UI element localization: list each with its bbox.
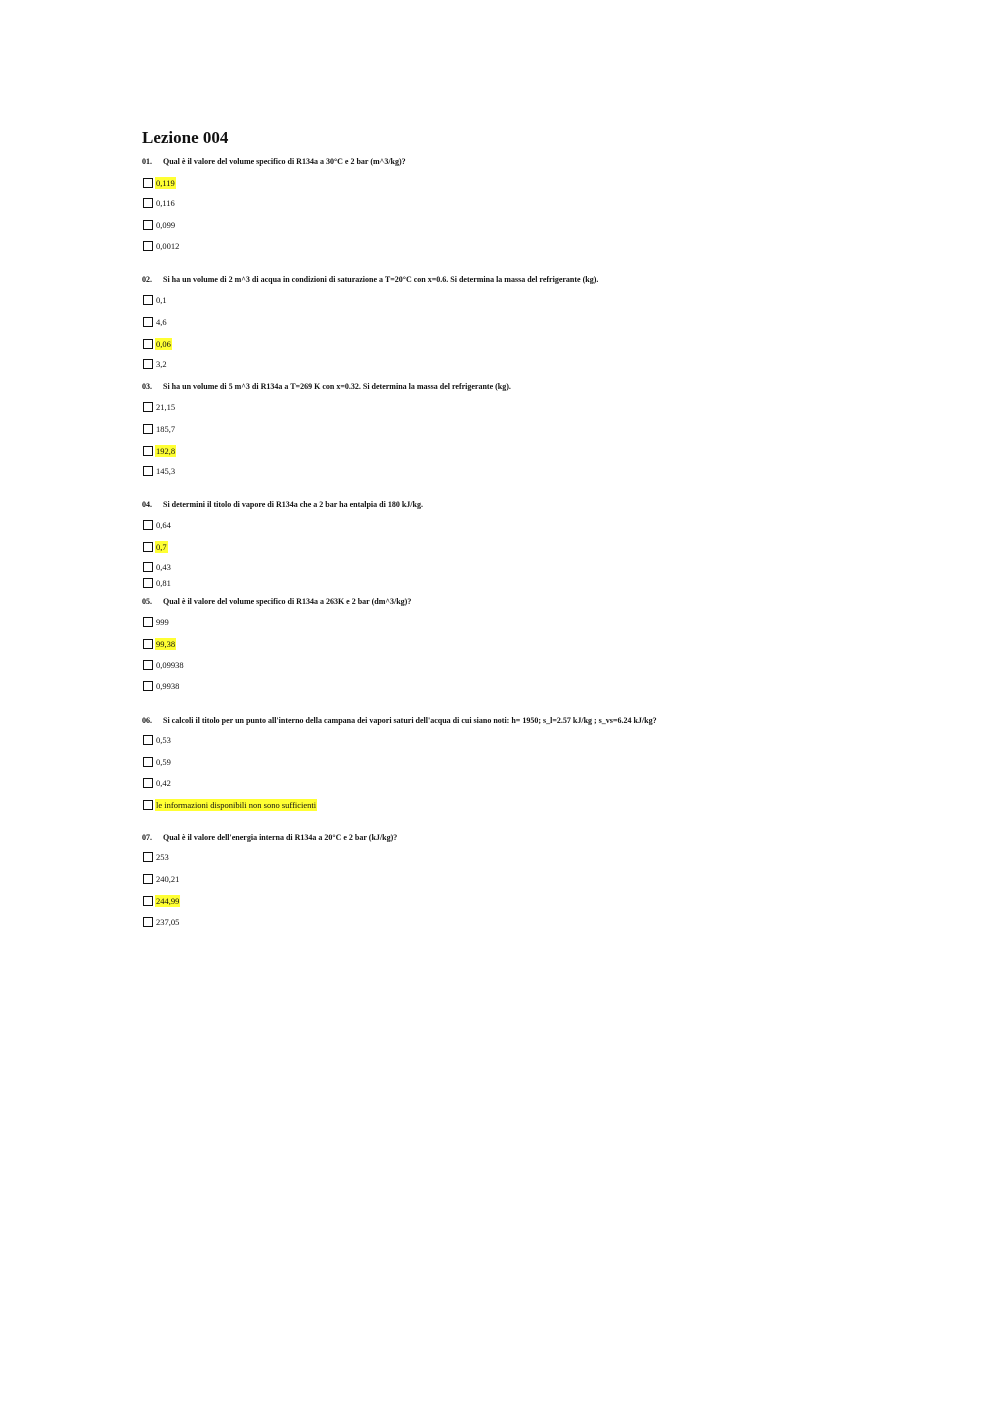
answer-text: 999 <box>156 617 169 627</box>
answer-option[interactable] <box>143 197 176 209</box>
answer-text: 0,53 <box>156 735 171 745</box>
answer-option[interactable] <box>143 316 168 328</box>
answer-option[interactable] <box>143 240 180 252</box>
answer-checkbox[interactable] <box>143 852 153 862</box>
highlighted-answer-text: 244,99 <box>156 896 180 906</box>
question-number: 07. <box>142 833 152 842</box>
answer-checkbox[interactable] <box>143 578 153 588</box>
answer-option[interactable] <box>143 219 176 231</box>
answer-option[interactable] <box>143 445 176 457</box>
answer-text: 21,15 <box>156 402 176 412</box>
answer-text: 3,2 <box>156 359 167 369</box>
answer-text: 0,09938 <box>156 660 184 670</box>
answer-option[interactable] <box>143 465 176 477</box>
answer-checkbox[interactable] <box>143 617 153 627</box>
answer-option[interactable] <box>143 659 185 671</box>
answer-option[interactable] <box>143 916 180 928</box>
answer-option[interactable] <box>143 777 172 789</box>
answer-option[interactable] <box>143 799 317 811</box>
question-number: 01. <box>142 157 152 166</box>
answer-checkbox[interactable] <box>143 424 153 434</box>
question-4 <box>142 500 423 510</box>
answer-text: 0,64 <box>156 520 171 530</box>
answer-option[interactable] <box>143 541 168 553</box>
answer-checkbox[interactable] <box>143 735 153 745</box>
highlighted-answer-text: 0,119 <box>156 178 175 188</box>
question-7 <box>142 833 397 843</box>
answer-option[interactable] <box>143 616 170 628</box>
answer-option[interactable] <box>143 519 172 531</box>
answer-option[interactable] <box>143 638 176 650</box>
answer-option[interactable] <box>143 734 172 746</box>
question-1 <box>142 157 406 167</box>
highlighted-answer-text: le informazioni disponibili non sono sufficienti <box>156 800 317 810</box>
answer-checkbox[interactable] <box>143 339 153 349</box>
question-text: Qual è il valore del volume specifico di R134a a 263K e 2 bar (dm^3/kg)? <box>163 597 412 606</box>
answer-text: 253 <box>156 852 169 862</box>
answer-checkbox[interactable] <box>143 896 153 906</box>
question-5 <box>142 597 411 607</box>
answer-checkbox[interactable] <box>143 446 153 456</box>
answer-checkbox[interactable] <box>143 220 153 230</box>
question-text: Si determini il titolo di vapore di R134a che a 2 bar ha entalpia di 180 kJ/kg. <box>163 500 423 509</box>
answer-text: 0,099 <box>156 220 176 230</box>
question-number: 05. <box>142 597 152 606</box>
answer-text: 240,21 <box>156 874 180 884</box>
answer-option[interactable] <box>143 294 168 306</box>
answer-option[interactable] <box>143 401 176 413</box>
answer-checkbox[interactable] <box>143 800 153 810</box>
question-text: Si calcoli il titolo per un punto all'interno della campana dei vapori saturi dell'acqua di cui siano noti: h= 1950; s_l=2.57 kJ/kg ; s_vs=6.24 kJ/kg? <box>163 716 657 725</box>
answer-text: 0,1 <box>156 295 167 305</box>
answer-checkbox[interactable] <box>143 520 153 530</box>
answer-checkbox[interactable] <box>143 317 153 327</box>
answer-option[interactable] <box>143 358 168 370</box>
answer-option[interactable] <box>143 177 176 189</box>
answer-checkbox[interactable] <box>143 542 153 552</box>
answer-checkbox[interactable] <box>143 778 153 788</box>
answer-text: 0,42 <box>156 778 171 788</box>
answer-checkbox[interactable] <box>143 402 153 412</box>
answer-checkbox[interactable] <box>143 917 153 927</box>
answer-text: 145,3 <box>156 466 176 476</box>
answer-checkbox[interactable] <box>143 660 153 670</box>
answer-text: 0,9938 <box>156 681 180 691</box>
answer-checkbox[interactable] <box>143 874 153 884</box>
highlighted-answer-text: 0,7 <box>156 542 167 552</box>
answer-option[interactable] <box>143 680 180 692</box>
answer-checkbox[interactable] <box>143 295 153 305</box>
highlighted-answer-text: 99,38 <box>156 639 176 649</box>
answer-option[interactable] <box>143 577 172 589</box>
question-3 <box>142 382 511 392</box>
question-text: Qual è il valore dell'energia interna di R134a a 20°C e 2 bar (kJ/kg)? <box>163 833 398 842</box>
answer-checkbox[interactable] <box>143 757 153 767</box>
answer-option[interactable] <box>143 873 180 885</box>
question-number: 02. <box>142 275 152 284</box>
question-6 <box>142 716 657 726</box>
answer-text: 0,43 <box>156 562 171 572</box>
question-2 <box>142 275 598 285</box>
answer-text: 0,59 <box>156 757 171 767</box>
answer-text: 237,05 <box>156 917 180 927</box>
answer-checkbox[interactable] <box>143 359 153 369</box>
answer-option[interactable] <box>143 561 172 573</box>
lesson-title: Lezione 004 <box>142 128 229 147</box>
answer-option[interactable] <box>143 423 176 435</box>
answer-text: 0,116 <box>156 198 175 208</box>
answer-text: 185,7 <box>156 424 176 434</box>
question-text: Si ha un volume di 2 m^3 di acqua in condizioni di saturazione a T=20°C con x=0.6. Si determina la massa del refrigerante (kg). <box>163 275 599 284</box>
answer-text: 0,81 <box>156 578 171 588</box>
answer-checkbox[interactable] <box>143 466 153 476</box>
answer-checkbox[interactable] <box>143 639 153 649</box>
answer-text: 4,6 <box>156 317 167 327</box>
answer-checkbox[interactable] <box>143 681 153 691</box>
answer-text: 0,0012 <box>156 241 180 251</box>
answer-checkbox[interactable] <box>143 562 153 572</box>
answer-checkbox[interactable] <box>143 241 153 251</box>
answer-option[interactable] <box>143 338 172 350</box>
answer-checkbox[interactable] <box>143 178 153 188</box>
answer-option[interactable] <box>143 851 170 863</box>
answer-checkbox[interactable] <box>143 198 153 208</box>
question-number: 03. <box>142 382 152 391</box>
question-text: Qual è il valore del volume specifico di R134a a 30°C e 2 bar (m^3/kg)? <box>163 157 406 166</box>
question-number: 06. <box>142 716 152 725</box>
question-text: Si ha un volume di 5 m^3 di R134a a T=269 K con x=0.32. Si determina la massa del refrigerante (kg). <box>163 382 511 391</box>
highlighted-answer-text: 0,06 <box>156 339 171 349</box>
answer-option[interactable] <box>143 756 172 768</box>
question-number: 04. <box>142 500 152 509</box>
answer-option[interactable] <box>143 895 180 907</box>
highlighted-answer-text: 192,8 <box>156 446 176 456</box>
